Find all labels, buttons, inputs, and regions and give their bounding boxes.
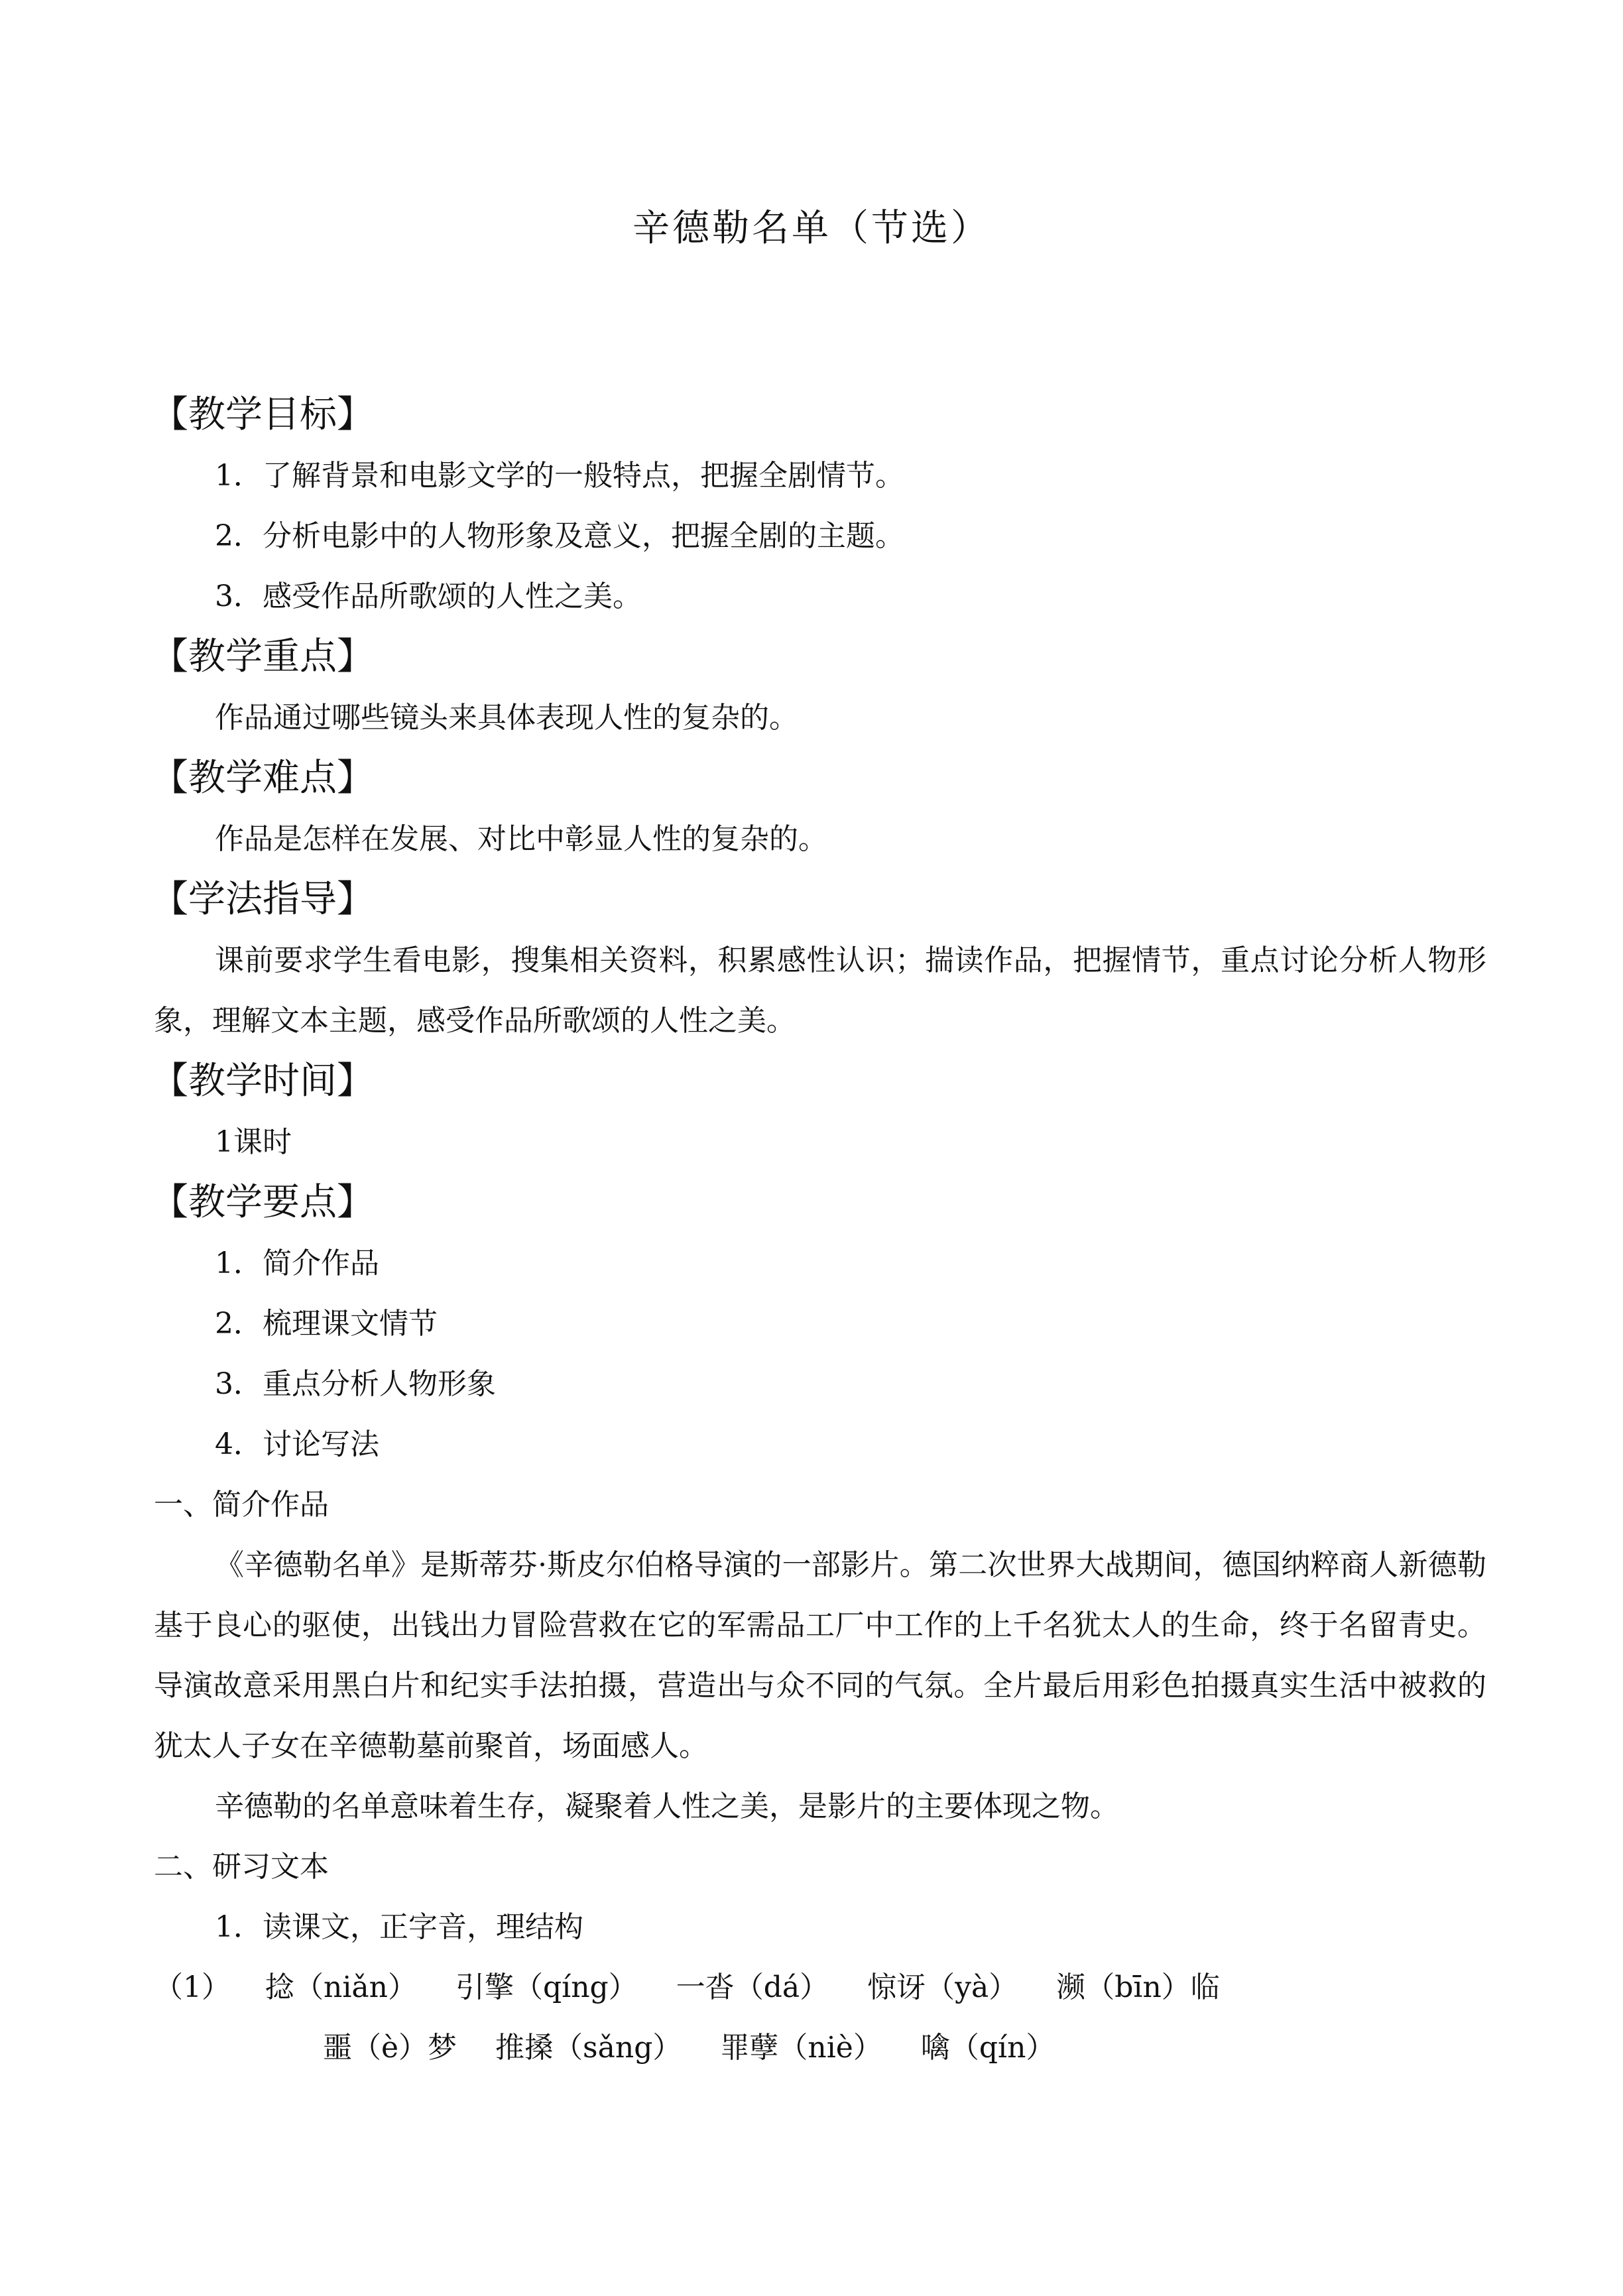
key-points-text: 作品通过哪些镜头来具体表现人性的复杂的。 <box>215 701 798 735</box>
item-number: （1） <box>154 1970 231 2004</box>
pinyin-word: 引擎（qíng） <box>455 1970 638 2004</box>
method-text: 课前要求学生看电影，搜集相关资料，积累感性认识；揣读作品，把握情节，重点讨论分析人物形象，理解文本主题，感受作品所歌颂的人性之美。 <box>154 943 1486 1038</box>
document-title: 辛德勒名单（节选） <box>632 207 991 250</box>
pinyin-word: 噩（è）梦 <box>323 2031 457 2065</box>
time-heading: 【教学时间】 <box>151 1059 374 1103</box>
section1-paragraph: 辛德勒的名单意味着生存，凝聚着人性之美，是影片的主要体现之物。 <box>215 1789 1119 1823</box>
essential-item: 2．梳理课文情节 <box>215 1307 438 1341</box>
pinyin-row <box>154 2018 1486 2078</box>
objective-item: 2．分析电影中的人物形象及意义，把握全剧的主题。 <box>215 519 904 553</box>
pinyin-word: 濒（bīn）临 <box>1056 1970 1220 2004</box>
objectives-heading: 【教学目标】 <box>151 393 374 436</box>
document-body <box>151 385 1486 2078</box>
section2-heading: 二、研习文本 <box>154 1850 329 1884</box>
essentials-heading: 【教学要点】 <box>151 1181 374 1224</box>
objective-item: 1．了解背景和电影文学的一般特点，把握全剧情节。 <box>215 459 904 493</box>
difficulties-heading: 【教学难点】 <box>151 756 374 800</box>
key-points-heading: 【教学重点】 <box>151 635 374 678</box>
section2-subheading: 1．读课文，正字音，理结构 <box>215 1910 583 1944</box>
pinyin-word: 推搡（sǎng） <box>495 2031 682 2065</box>
method-heading: 【学法指导】 <box>151 878 374 921</box>
pinyin-word: 一沓（dá） <box>676 1970 829 2004</box>
pinyin-word: 罪孽（niè） <box>720 2031 882 2065</box>
difficulties-text: 作品是怎样在发展、对比中彰显人性的复杂的。 <box>215 822 827 856</box>
essential-item: 1．简介作品 <box>215 1246 379 1280</box>
pinyin-word: 惊讶（yà） <box>867 1970 1018 2004</box>
pinyin-word: 捻（niǎn） <box>265 1970 417 2004</box>
time-text: 1课时 <box>215 1125 292 1159</box>
objective-item: 3．感受作品所歌颂的人性之美。 <box>215 579 642 613</box>
essential-item: 3．重点分析人物形象 <box>215 1367 496 1401</box>
pinyin-row <box>82 1957 1486 2018</box>
section1-paragraph: 《辛德勒名单》是斯蒂芬·斯皮尔伯格导演的一部影片。第二次世界大战期间，德国纳粹商人新德勒基于良心的驱使，出钱出力冒险营救在它的军需品工厂中工作的上千名犹太人的生命，终于名留青史。导演故意采用黑白片和纪实手法拍摄，营造出与众不同的气氛。全片最后用彩色拍摄真实生活中被救的犹太人子女在辛德勒墓前聚首，场面感人。 <box>154 1548 1486 1763</box>
section1-heading: 一、简介作品 <box>154 1488 329 1522</box>
pinyin-word: 噙（qín） <box>920 2031 1055 2065</box>
essential-item: 4．讨论写法 <box>215 1427 379 1461</box>
